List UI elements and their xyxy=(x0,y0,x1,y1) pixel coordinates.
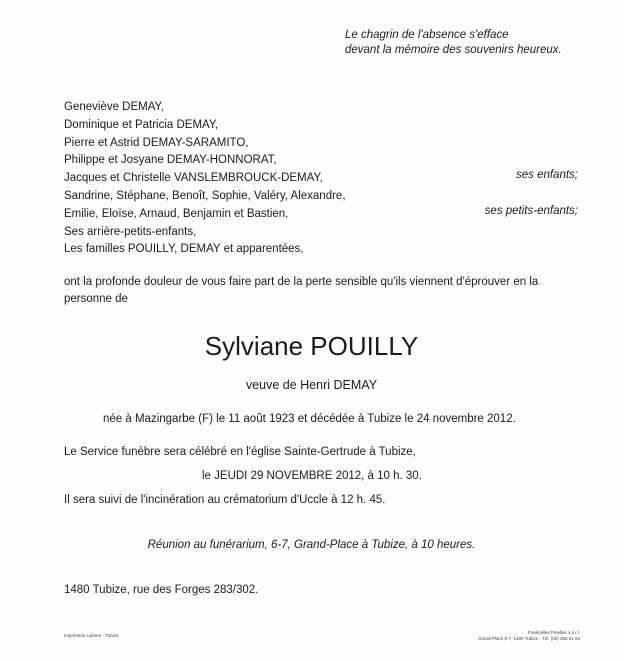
role-children: ses enfants; xyxy=(515,169,578,181)
family-member: Ses arrière-petits-enfants, xyxy=(64,225,197,238)
funeral-home-name: Funérailles Pinelles s.p.r.l. xyxy=(527,630,580,635)
family-member: Pierre et Astrid DEMAY-SARAMITO, xyxy=(64,136,249,149)
reunion-info: Réunion au funérarium, 6-7, Grand-Place à Tubize, à 10 heures. xyxy=(147,539,476,551)
family-member: Jacques et Christelle VANSLEMBROUCK-DEMAY, xyxy=(64,172,323,185)
service-date: le JEUDI 29 NOVEMBRE 2012, à 10 h. 30. xyxy=(202,470,422,482)
family-member: Les familles POUILLY, DEMAY et apparentées, xyxy=(64,243,304,256)
epigraph-line: devant la mémoire des souvenirs heureux. xyxy=(345,44,562,56)
funeral-home xyxy=(478,630,580,642)
widow-of: veuve de Henri DEMAY xyxy=(245,378,378,392)
service-info: Le Service funèbre sera célébré en l'église Sainte-Gertrude à Tubize, xyxy=(64,446,416,458)
family-member: Emilie, Eloïse, Arnaud, Benjamin et Bastien, xyxy=(64,207,289,220)
epigraph xyxy=(345,28,562,58)
family-list xyxy=(64,99,346,259)
family-member: Geneviève DEMAY, xyxy=(64,101,164,113)
funeral-home-address: Grand-Place 6-7, 1480 Tubize - Tél. (02) 355 51 94 xyxy=(478,636,580,641)
cremation-info: Il sera suivi de l'incinération au crématorium d'Uccle à 12 h. 45. xyxy=(64,494,386,506)
family-member: Dominique et Patricia DEMAY, xyxy=(64,118,219,131)
home-address: 1480 Tubize, rue des Forges 283/302. xyxy=(64,584,259,596)
announcement: ont la profonde douleur de vous faire part de la perte sensible qu'ils viennent d'éprouver en la personne de xyxy=(64,276,539,305)
printer-credit: Imprimerie Lakiere - Tubize xyxy=(64,633,119,638)
birth-death: née à Mazingarbe (F) le 11 août 1923 et décédée à Tubize le 24 novembre 2012. xyxy=(103,413,516,425)
role-grandchildren: ses petits-enfants; xyxy=(484,205,578,217)
family-member: Sandrine, Stéphane, Benoît, Sophie, Valéry, Alexandre, xyxy=(64,189,346,202)
deceased-name: Sylviane POUILLY xyxy=(204,331,419,361)
family-member: Philippe et Josyane DEMAY-HONNORAT, xyxy=(64,154,277,167)
epigraph-line: Le chagrin de l'absence s'efface xyxy=(345,29,509,41)
